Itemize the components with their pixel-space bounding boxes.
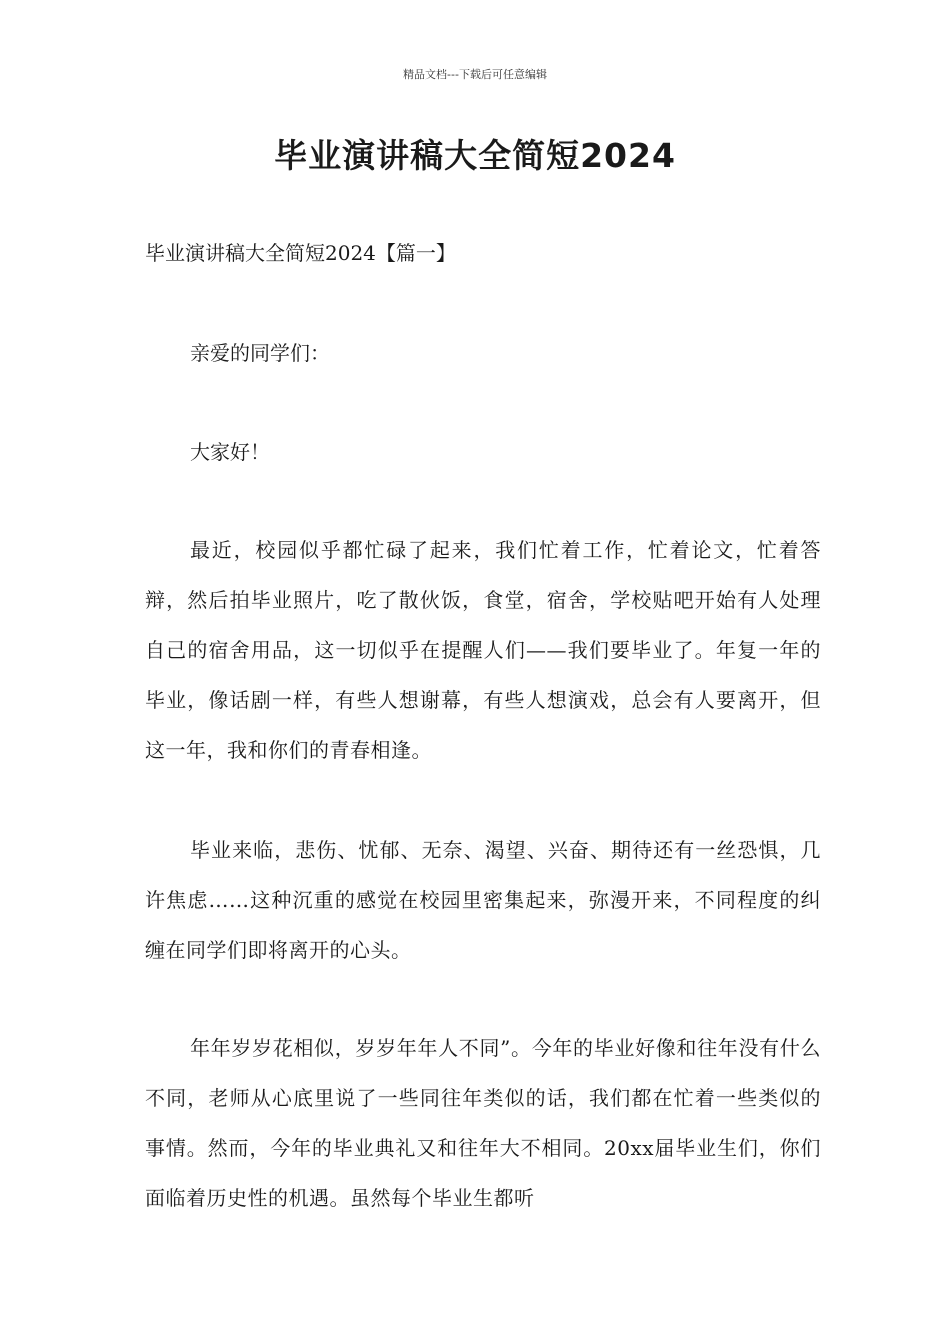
paragraph-1: 最近，校园似乎都忙碌了起来，我们忙着工作，忙着论文，忙着答辩，然后拍毕业照片，吃了散伙饭，食堂，宿舍，学校贴吧开始有人处理自己的宿舍用品，这一切似乎在提醒人们——我们要毕业了。年复一年的毕业，像话剧一样，有些人想谢幕，有些人想演戏，总会有人要离开，但这一年，我和你们的青春相逢。 — [145, 538, 821, 762]
hello-line: 大家好！ — [190, 440, 270, 464]
page-header: 精品文档---下载后可任意编辑 — [403, 68, 547, 81]
greeting-line: 亲爱的同学们： — [190, 341, 330, 365]
document-title: 毕业演讲稿大全简短2024 — [274, 136, 676, 175]
paragraph-3: 年年岁岁花相似，岁岁年年人不同”。今年的毕业好像和往年没有什么不同，老师从心底里说了一些同往年类似的话，我们都在忙着一些类似的事情。然而，今年的毕业典礼又和往年大不相同。20xx届毕业生们，你们面临着历史性的机遇。虽然每个毕业生都听 — [145, 1036, 821, 1210]
paragraph-2: 毕业来临，悲伤、忧郁、无奈、渴望、兴奋、期待还有一丝恐惧，几许焦虑……这种沉重的感觉在校园里密集起来，弥漫开来，不同程度的纠缠在同学们即将离开的心头。 — [145, 838, 821, 962]
section-heading: 毕业演讲稿大全简短2024【篇一】 — [145, 241, 456, 265]
